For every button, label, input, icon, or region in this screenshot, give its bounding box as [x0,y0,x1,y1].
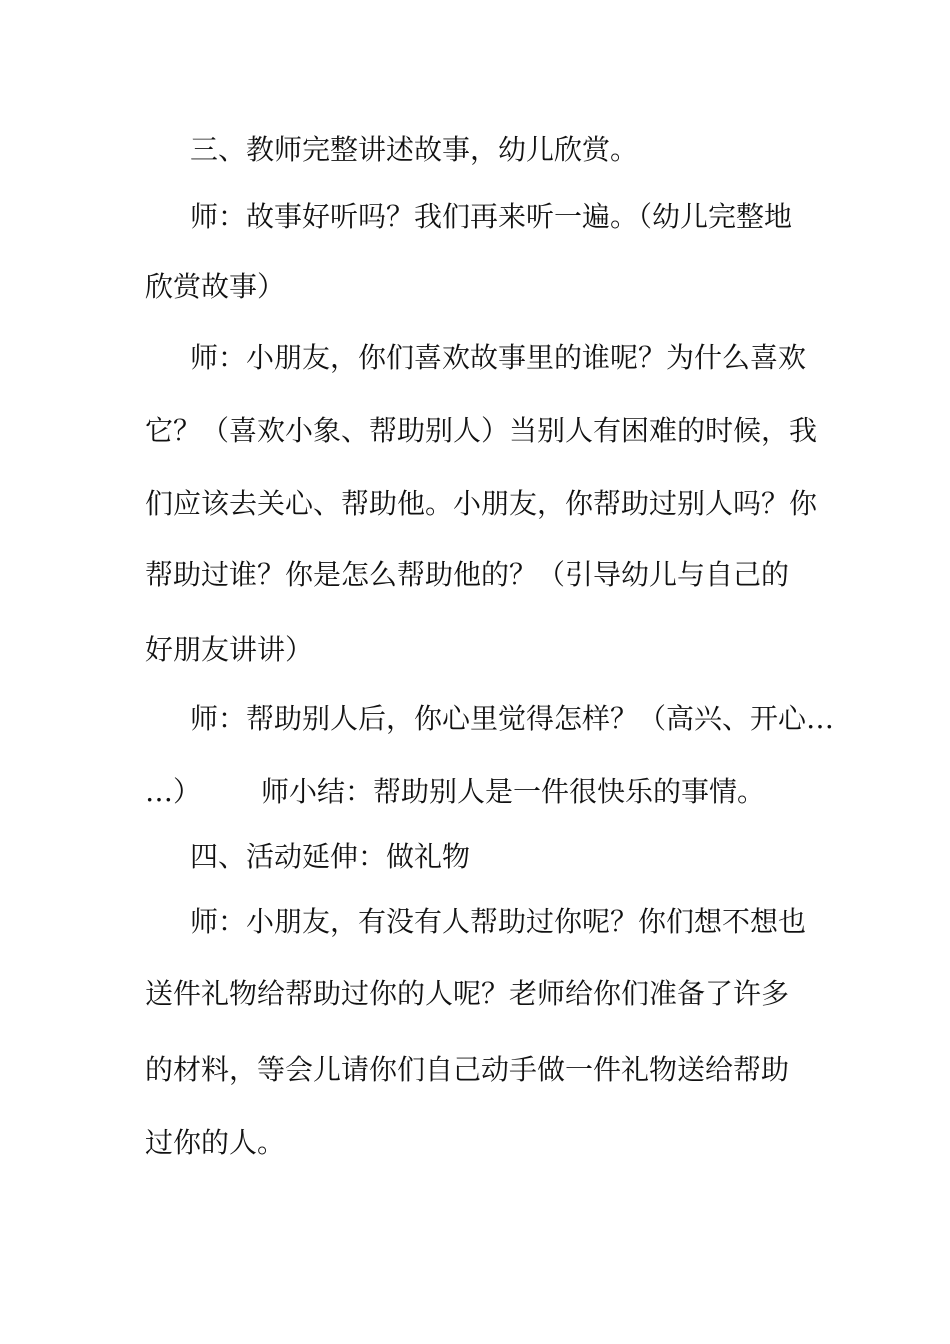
section-heading-4: 四、活动延伸：做礼物 [190,840,471,873]
paragraph-line: 师：故事好听吗？我们再来听一遍。（幼儿完整地 [190,200,793,233]
section-heading-3: 三、教师完整讲述故事，幼儿欣赏。 [190,133,639,166]
summary-line: 师小结：帮助别人是一件很快乐的事情。 [261,775,766,808]
paragraph-line: 们应该去关心、帮助他。小朋友，你帮助过别人吗？你 [145,487,818,520]
paragraph-line: 过你的人。 [145,1126,286,1159]
paragraph-line: 帮助过谁？你是怎么帮助他的？（引导幼儿与自己的 [145,558,790,591]
paragraph-line: 师：小朋友，有没有人帮助过你呢？你们想不想也 [190,905,807,938]
paragraph-line-group [145,775,765,809]
paragraph-line: 好朋友讲讲） [145,633,314,666]
paragraph-line: …） [145,775,202,808]
paragraph-line: 欣赏故事） [145,270,286,303]
paragraph-line: 的材料，等会儿请你们自己动手做一件礼物送给帮助 [145,1053,790,1086]
paragraph-line: 送件礼物给帮助过你的人呢？老师给你们准备了许多 [145,977,790,1010]
paragraph-line: 师：帮助别人后，你心里觉得怎样？（高兴、开心… [190,702,835,735]
paragraph-line: 它？（喜欢小象、帮助别人）当别人有困难的时候，我 [145,414,818,447]
paragraph-line: 师：小朋友，你们喜欢故事里的谁呢？为什么喜欢 [190,341,807,374]
